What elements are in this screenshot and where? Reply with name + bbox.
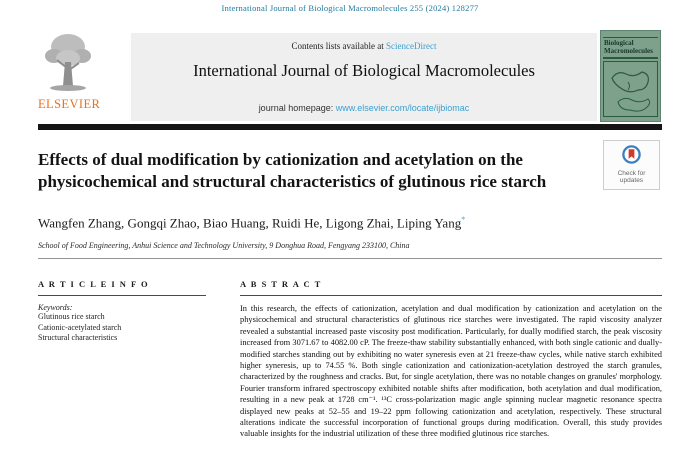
article-info-rule bbox=[38, 295, 206, 296]
abstract-text: In this research, the effects of cationization, acetylation and dual modification by cationization and acetylation on the physicochemical and structural characteristics of glutinous rice starches were investigated. The rapid viscosity analyzer revealed a substantial increased paste viscosity post modification. Particularly, for dually modified starch, the peak viscosity increased from 3071.67 to 4082.00 cP. The freeze-thaw stability substantially enhanced, with both single cationic and dually-modified starches standing out by exhibiting no water syneresis even at 21 freeze-thaw cycles, while native starch exhibited higher syneresis, up to 74.55 %. Both single cationization and cationization-acetylation destroyed the starch granules, characterized by the roughness and cracks. But, for single acetylation, there was no notable changes on granules' morphology. Fourier transform infrared spectroscopy exhibited notable shifts after modification, both acetylation and dual modification, resulting in a new peak at 1728 cm⁻¹. ¹³C cross-polarization magic angle spinning nuclear magnetic resonance spectra displayed new peaks at 52–55 and 19–22 ppm following cationization and acetylation, respectively. These structural alterations indicate the successful incorporation of functional groups during modification. Overall, this study provides valuable insights for the industrial utilization of these three modified glutinous rice starches. bbox=[240, 304, 662, 439]
homepage-link[interactable]: www.elsevier.com/locate/ijbiomac bbox=[335, 103, 470, 113]
affiliation: School of Food Engineering, Anhui Science and Technology University, 9 Donghua Road, Fengyang 233100, China bbox=[38, 241, 410, 250]
cover-band bbox=[603, 57, 658, 59]
article-title: Effects of dual modification by cationization and acetylation on the physicochemical and structural characteristics of glutinous rice starch bbox=[38, 150, 547, 192]
keyword-item: Glutinous rice starch bbox=[38, 312, 105, 321]
keyword-item: Cationic-acetylated starch bbox=[38, 322, 122, 332]
article-info-heading: A R T I C L E I N F O bbox=[38, 279, 150, 289]
corresponding-author-mark[interactable]: * bbox=[461, 215, 466, 224]
contents-prefix: Contents lists available at bbox=[291, 41, 386, 51]
sciencedirect-link[interactable]: ScienceDirect bbox=[386, 41, 437, 51]
cover-top-rule bbox=[603, 33, 658, 38]
cover-title-line1: Biological bbox=[604, 39, 634, 47]
check-updates-label-line1: Check for bbox=[617, 170, 646, 177]
article-info-column bbox=[38, 279, 208, 344]
journal-cover-thumbnail[interactable] bbox=[600, 30, 661, 122]
homepage-prefix: journal homepage: bbox=[258, 103, 336, 113]
keyword-item: Structural characteristics bbox=[38, 333, 118, 342]
check-updates-label-line2: updates bbox=[619, 177, 644, 184]
abstract-column bbox=[240, 279, 662, 440]
contents-list-line bbox=[131, 41, 597, 51]
check-updates-icon bbox=[621, 152, 642, 169]
masthead-rule bbox=[38, 124, 662, 130]
elsevier-tree-icon bbox=[38, 30, 98, 96]
journal-masthead bbox=[131, 33, 597, 121]
check-updates-badge[interactable] bbox=[603, 140, 660, 190]
cover-title-line2: Macromolecules bbox=[604, 46, 653, 55]
elsevier-wordmark: ELSEVIER bbox=[38, 97, 101, 111]
author-list bbox=[38, 215, 598, 231]
elsevier-logo bbox=[38, 30, 101, 122]
journal-citation: International Journal of Biological Macromolecules 255 (2024) 128277 bbox=[221, 3, 479, 13]
journal-title: International Journal of Biological Macromolecules bbox=[193, 61, 535, 80]
abstract-heading: A B S T R A C T bbox=[240, 279, 322, 289]
abstract-rule bbox=[240, 295, 662, 296]
homepage-line bbox=[131, 103, 597, 113]
section-divider bbox=[38, 258, 662, 259]
author-names: Wangfen Zhang, Gongqi Zhao, Biao Huang, Ruidi He, Ligong Zhai, Liping Yang bbox=[38, 215, 462, 231]
cover-molecule-art bbox=[603, 61, 658, 117]
keywords-label: Keywords: bbox=[38, 303, 73, 312]
